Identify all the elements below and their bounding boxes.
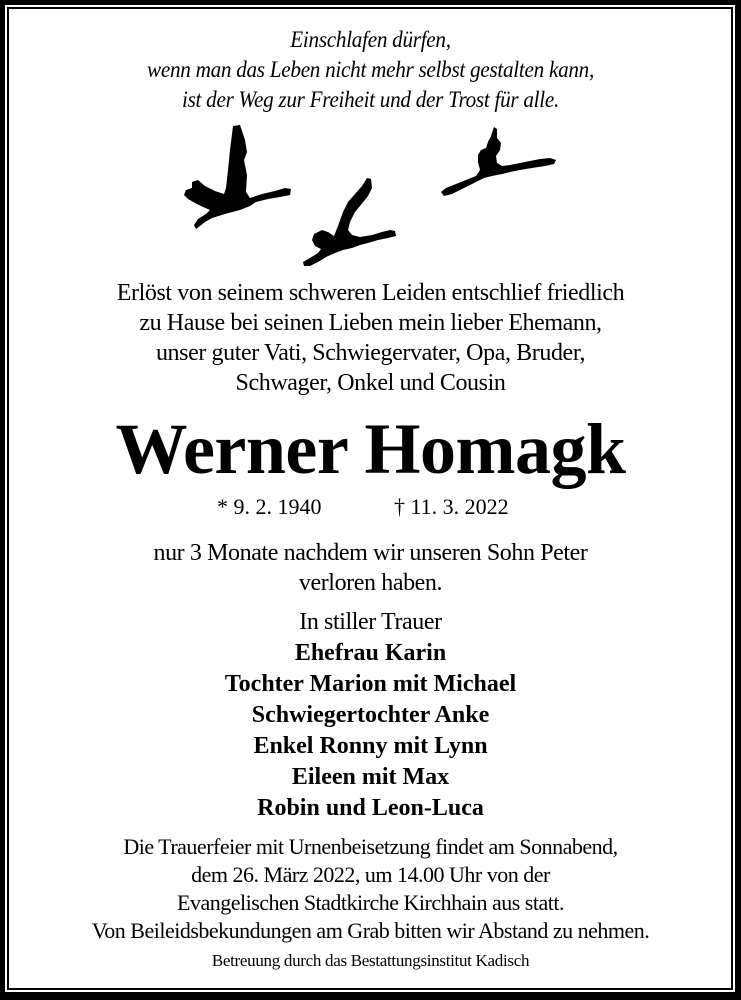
announcement-line-2: zu Hause bei seinen Lieben mein lieber Ehemann,: [139, 310, 602, 336]
quote-line-1: Einschlafen dürfen,: [290, 27, 451, 52]
mourner-3: Schwiegertochter Anke: [251, 702, 490, 728]
funeral-line-1: Die Trauerfeier mit Urnenbeisetzung findet am Sonnabend,: [123, 834, 618, 859]
bird-3-icon: [441, 127, 556, 196]
funeral-line-4: Von Beileidsbekundungen am Grab bitten wir Abstand zu nehmen.: [91, 918, 650, 943]
announcement-line-3: unser guter Vati, Schwiegervater, Opa, Bruder,: [155, 340, 586, 366]
mourners-intro: In stiller Trauer: [299, 609, 442, 635]
mourner-1: Ehefrau Karin: [294, 640, 447, 666]
note-line-2: verloren haben.: [298, 570, 443, 596]
quote-line-3: ist der Weg zur Freiheit und der Trost für alle.: [181, 87, 560, 112]
funeral-line-3: Evangelischen Stadtkirche Kirchhain aus statt.: [177, 890, 564, 915]
death-date: † 11. 3. 2022: [394, 494, 509, 519]
announcement-line-1: Erlöst von seinem schweren Leiden entschlief friedlich: [116, 280, 625, 306]
bird-1-icon: [184, 125, 291, 229]
mourner-6: Robin und Leon-Luca: [257, 795, 484, 821]
mourner-5: Eileen mit Max: [291, 764, 450, 790]
mourner-4: Enkel Ronny mit Lynn: [253, 733, 488, 759]
birth-date: * 9. 2. 1940: [217, 494, 322, 519]
deceased-name: Werner Homagk: [115, 409, 626, 489]
announcement-line-4: Schwager, Onkel und Cousin: [235, 370, 506, 396]
funeral-home-credit: Betreuung durch das Bestattungsinstitut Kadisch: [211, 951, 530, 970]
funeral-line-2: dem 26. März 2022, um 14.00 Uhr von der: [191, 862, 550, 887]
mourner-2: Tochter Marion mit Michael: [224, 671, 517, 697]
note-line-1: nur 3 Monate nachdem wir unseren Sohn Peter: [153, 540, 588, 566]
bird-2-icon: [303, 178, 396, 266]
quote-line-2: wenn man das Leben nicht mehr selbst gestalten kann,: [146, 57, 595, 82]
